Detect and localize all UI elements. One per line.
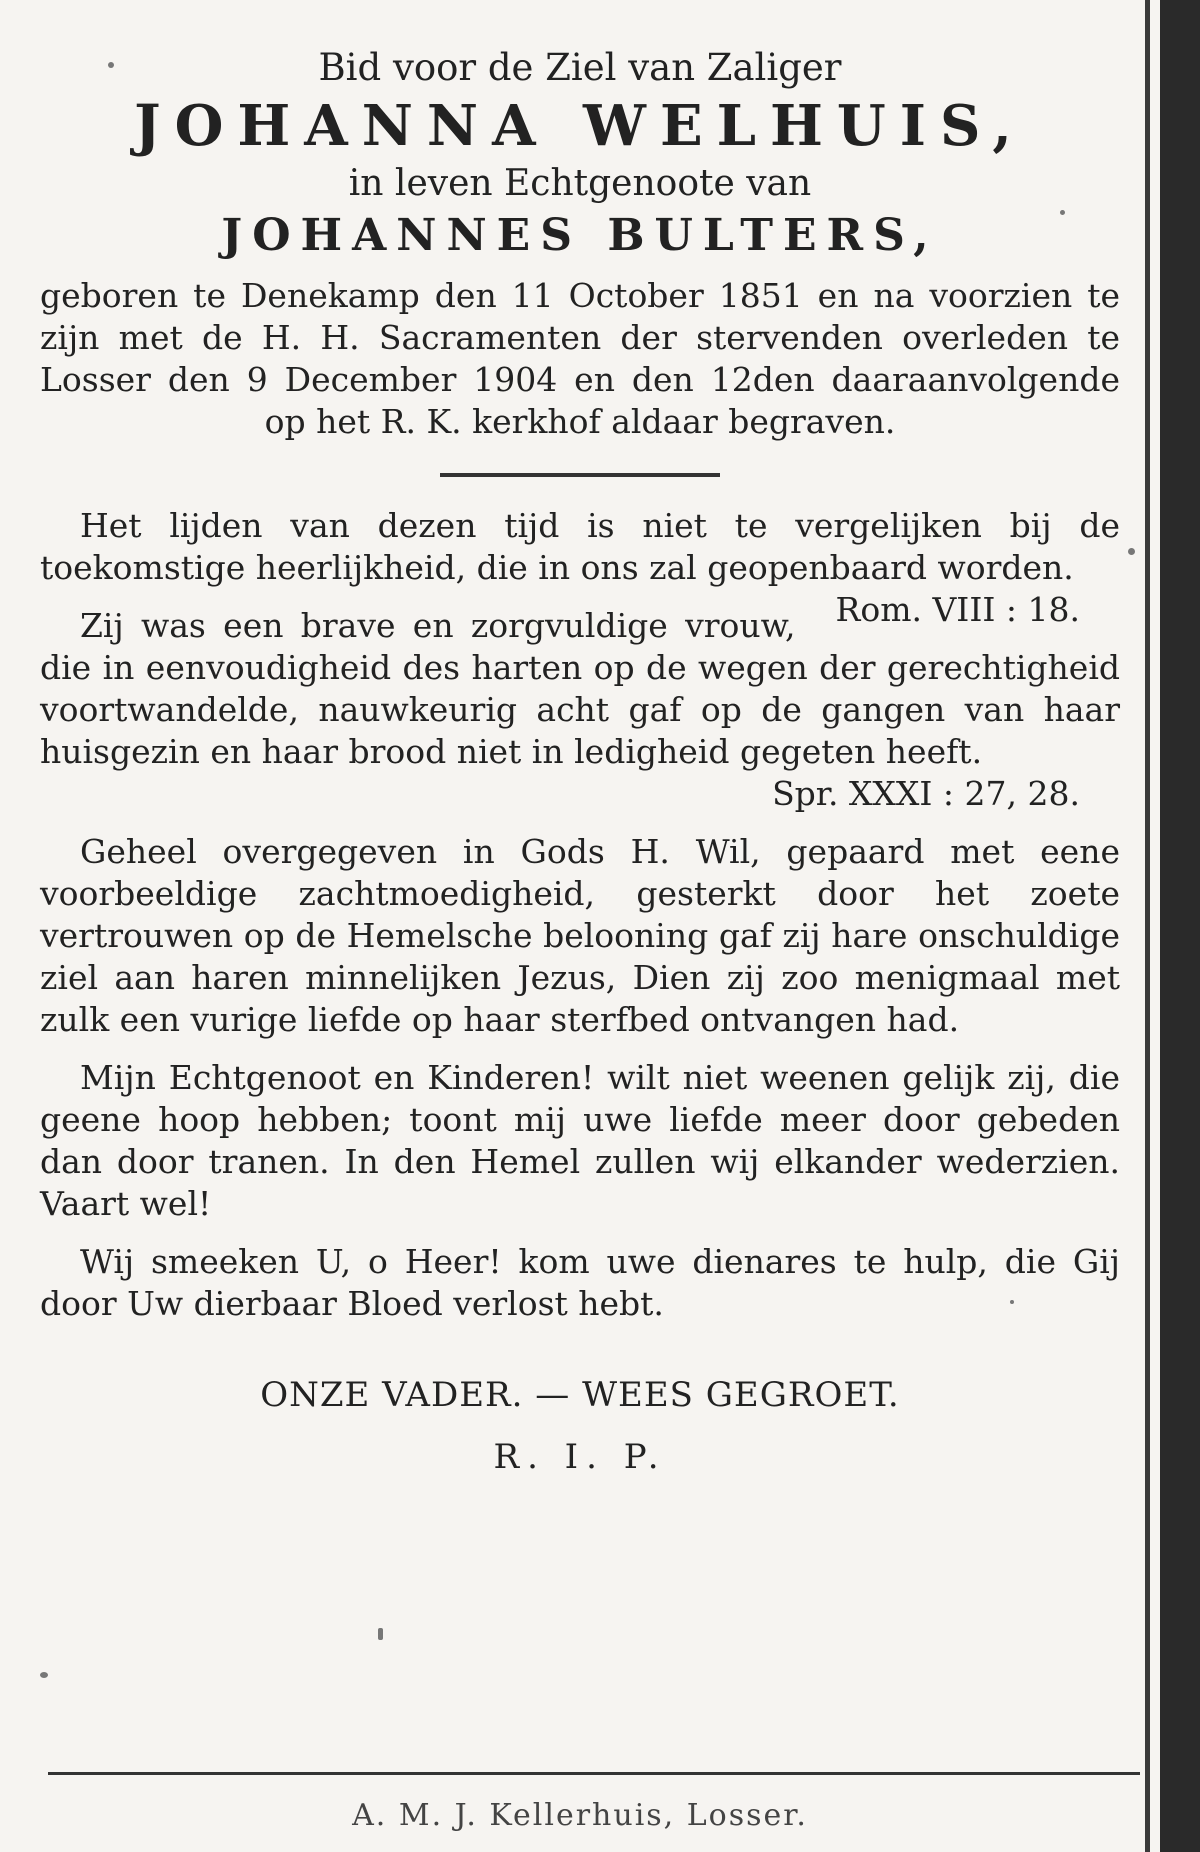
print-speck [1010,1300,1014,1304]
paragraph-3: Geheel overgegeven in Gods H. Wil, gepaard met eene voorbeeldige zachtmoedigheid, gesterkt door het zoete vertrouwen op de Hemelsche belooning gaf zij hare onschuldige ziel aan haren minnelijken Jezus, Dien zij zoo menigmaal met zulk een vurige liefde op haar sterfbed ontvangen had. [40,832,1120,1039]
paragraph-1-ref: Rom. VIII : 18. [835,590,1080,629]
deceased-name: JOHANNA WELHUIS, [134,93,1026,159]
card-header [40,46,1120,261]
print-speck [40,1672,48,1678]
right-border-line [1145,0,1150,1852]
card-content [40,40,1120,1477]
paragraph-1-text: Het lijden van dezen tijd is niet te vergelijken bij de toekomstige heerlijkheid, die in ons zal geopenbaard worden. [40,506,1120,587]
print-speck [378,1628,383,1640]
rip-line: R. I. P. [493,1437,667,1477]
spouse-name: JOHANNES BULTERS, [221,210,939,261]
prayers-line: ONZE VADER. — WEES GEGROET. [260,1375,900,1415]
paragraph-1 [40,505,1120,629]
paragraph-2-ref: Spr. XXXI : 27, 28. [772,774,1080,813]
printer-imprint: A. M. J. Kellerhuis, Losser. [352,1798,808,1833]
print-speck [108,62,114,68]
relation-line: in leven Echtgenoote van [348,163,812,204]
bottom-rule [48,1772,1140,1775]
print-speck [1128,548,1135,555]
intro-line: Bid voor de Ziel van Zaliger [318,46,842,89]
biography: geboren te Denekamp den 11 October 1851 en na voorzien te zijn met de H. H. Sacramenten der stervenden overleden te Losser den 9 December 1904 en den 12den daaraanvolgende op het R. K. kerkhof aldaar begraven. [40,276,1120,441]
paragraph-4: Mijn Echtgenoot en Kinderen! wilt niet weenen gelijk zij, die geene hoop hebben; toont mij uwe liefde meer door gebeden dan door tranen. In den Hemel zullen wij elkander wederzien. Vaart wel! [40,1058,1120,1223]
print-speck [1060,210,1065,215]
divider-rule [440,473,720,477]
dark-edge [1160,0,1200,1852]
paragraph-2-text: Zij was een brave en zorgvuldige vrouw, die in eenvoudigheid des harten op de wegen der gerechtigheid voortwandelde, nauwkeurig acht gaf op de gangen van haar huisgezin en haar brood niet in ledigheid gegeten heeft. [40,606,1120,771]
paragraph-5: Wij smeeken U, o Heer! kom uwe dienares te hulp, die Gij door Uw dierbaar Bloed verlost hebt. [40,1242,1120,1323]
